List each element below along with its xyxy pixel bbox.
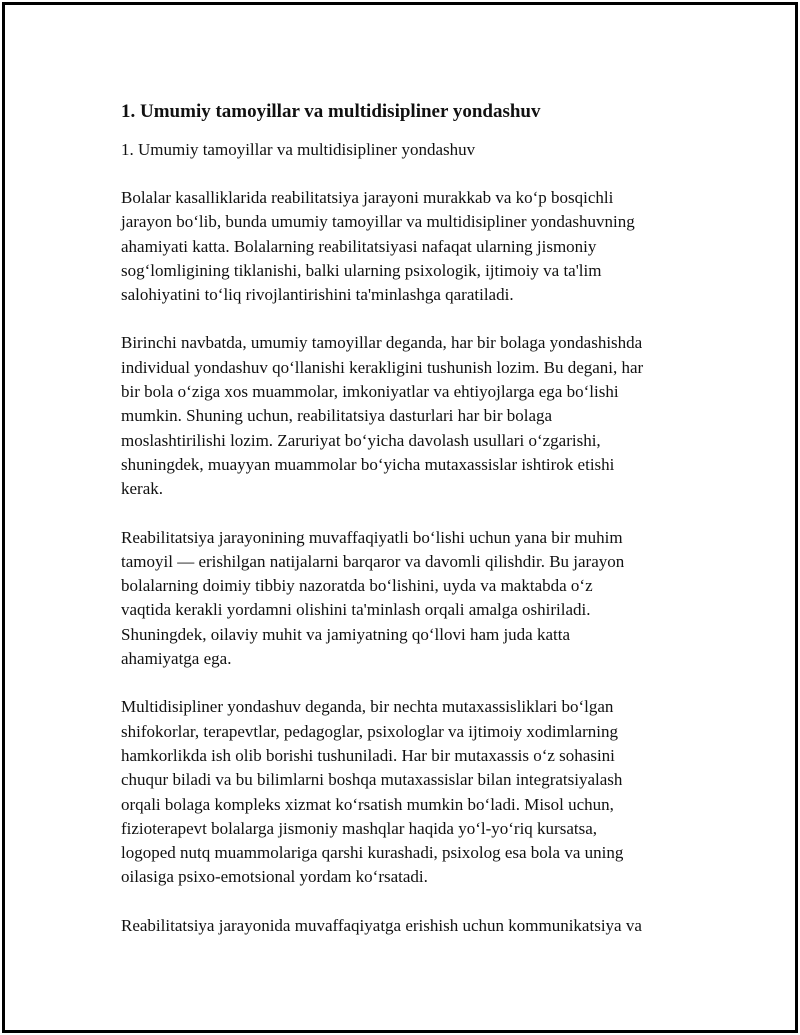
paragraph-line: Multidisipliner yondashuv deganda, bir nechta mutaxassisliklari bo‘lgan [121,697,614,717]
paragraph-line: oilasiga psixo-emotsional yordam ko‘rsatadi. [121,867,428,887]
paragraph-line: shuningdek, muayyan muammolar bo‘yicha mutaxassislar ishtirok etishi [121,454,615,474]
paragraph-line: logoped nutq muammolariga qarshi kurashadi, psixolog esa bola va uning [121,843,624,863]
paragraph-line: bolalarning doimiy tibbiy nazoratda bo‘lishini, uyda va maktabda o‘z [121,576,593,596]
paragraph-line: sog‘lomligining tiklanishi, balki ularning psixologik, ijtimoiy va ta'lim [121,260,602,280]
paragraph-line: fizioterapevt bolalarga jismoniy mashqlar haqida yo‘l-yo‘riq kursatsa, [121,818,598,838]
paragraph-line: mumkin. Shuning uchun, reabilitatsiya dasturlari har bir bolaga [121,406,553,426]
paragraph-line: vaqtida kerakli yordamni olishini ta'minlash orqali amalga oshiriladi. [121,600,591,620]
paragraph-5 [121,914,691,938]
paragraph-line: ahamiyatga ega. [121,649,232,669]
section-subheading: 1. Umumiy tamoyillar va multidisipliner yondashuv [121,140,476,159]
paragraph-line: moslashtirilishi lozim. Zaruriyat bo‘yicha davolash usullari o‘zgarishi, [121,430,601,450]
paragraph-line: kerak. [121,479,164,499]
paragraph-line: hamkorlikda ish olib borishi tushuniladi. Har bir mutaxassis o‘z sohasini [121,745,615,765]
section-heading: 1. Umumiy tamoyillar va multidisipliner yondashuv [121,101,541,122]
paragraph-line: bir bola o‘ziga xos muammolar, imkoniyatlar va ehtiyojlarga ega bo‘lishi [121,382,619,402]
paragraph-1 [121,186,691,307]
document-body [121,99,691,962]
paragraph-line: tamoyil — erishilgan natijalarni barqaror va davomli qilishdir. Bu jarayon [121,551,625,571]
paragraph-line: individual yondashuv qo‘llanishi kerakligini tushunish lozim. Bu degani, har [121,357,644,377]
paragraph-line: shifokorlar, terapevtlar, pedagoglar, psixologlar va ijtimoiy xodimlarning [121,721,618,741]
paragraph-line: Bolalar kasalliklarida reabilitatsiya jarayoni murakkab va ko‘p bosqichli [121,188,614,207]
paragraph-line: chuqur biladi va bu bilimlarni boshqa mutaxassislar bilan integratsiyalash [121,770,623,790]
paragraph-3 [121,526,691,672]
paragraph-line: Reabilitatsiya jarayonida muvaffaqiyatga erishish uchun kommunikatsiya va [121,915,642,935]
page-frame [2,2,798,1033]
paragraph-2 [121,331,691,501]
paragraph-line: orqali bolaga kompleks xizmat ko‘rsatish mumkin bo‘ladi. Misol uchun, [121,794,614,814]
paragraph-line: Birinchi navbatda, umumiy tamoyillar deganda, har bir bolaga yondashishda [121,333,643,353]
paragraph-4 [121,695,691,889]
paragraph-line: Shuningdek, oilaviy muhit va jamiyatning qo‘llovi ham juda katta [121,624,571,644]
paragraph-line: ahamiyati katta. Bolalarning reabilitatsiyasi nafaqat ularning jismoniy [121,236,597,256]
paragraph-line: jarayon bo‘lib, bunda umumiy tamoyillar va multidisipliner yondashuvning [121,212,635,232]
paragraph-line: Reabilitatsiya jarayonining muvaffaqiyatli bo‘lishi uchun yana bir muhim [121,527,623,547]
paragraph-line: salohiyatini to‘liq rivojlantirishini ta'minlashga qaratiladi. [121,285,514,305]
